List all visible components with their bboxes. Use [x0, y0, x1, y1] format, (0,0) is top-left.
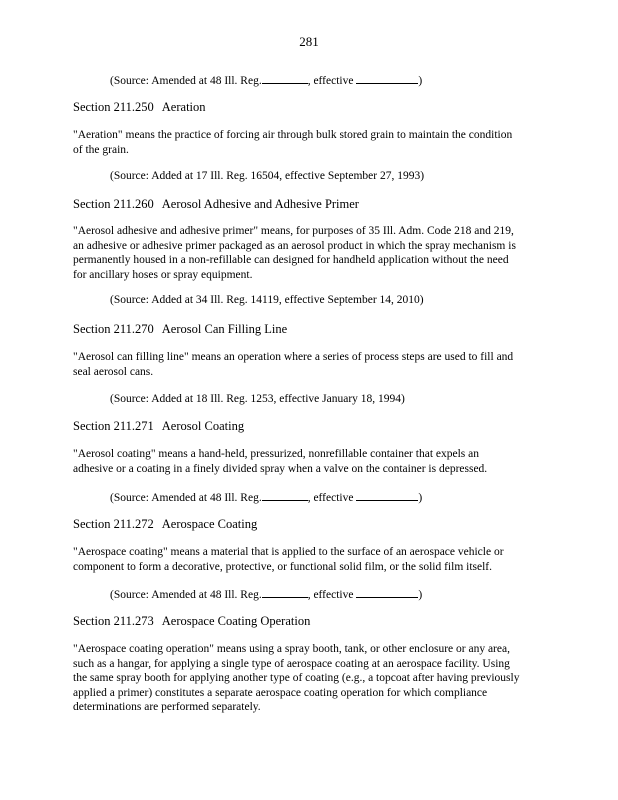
paragraph-line: for ancillary hoses or spray equipment. — [73, 268, 253, 281]
paragraph-line: "Aerosol can filling line" means an operation where a series of process steps are used to fill and — [73, 351, 514, 363]
definition-paragraph — [73, 447, 553, 476]
section-number: Section 211.271 — [73, 419, 154, 433]
paragraph-line: such as a hangar, for applying a single type of aerospace coating at an aerospace facility. Using — [73, 657, 510, 670]
paragraph-line: "Aerospace coating operation" means using a spray booth, tank, or other enclosure or any area, — [73, 643, 510, 655]
section-title: Aerosol Adhesive and Adhesive Primer — [161, 197, 359, 211]
section-heading-211-271 — [73, 419, 244, 434]
page-number: 281 — [299, 34, 319, 49]
source-note-amended — [110, 490, 422, 504]
paragraph-line: component to form a decorative, protective, or functional solid film, or the solid film itself. — [73, 560, 493, 573]
definition-paragraph — [73, 350, 553, 379]
source-text: , effective — [307, 75, 357, 87]
section-number: Section 211.260 — [73, 197, 154, 211]
definition-paragraph — [73, 545, 553, 574]
section-heading-211-272 — [73, 517, 257, 532]
blank-line — [262, 490, 308, 501]
section-heading-211-260 — [73, 197, 359, 212]
section-title: Aerosol Can Filling Line — [161, 322, 288, 336]
blank-line — [262, 587, 308, 598]
paragraph-line: "Aerosol coating" means a hand-held, pressurized, nonrefillable container that expels an — [73, 448, 479, 460]
section-title: Aeration — [161, 100, 206, 114]
paragraph-line: "Aerospace coating" means a material that is applied to the surface of an aerospace vehicle or — [73, 546, 504, 558]
source-text: , effective — [307, 589, 357, 601]
source-note: (Source: Added at 17 Ill. Reg. 16504, effective September 27, 1993) — [110, 170, 425, 182]
section-heading-211-250 — [73, 100, 206, 115]
paragraph-line: an adhesive or adhesive primer packaged as an aerosol product in which the spray mechanism is — [73, 239, 516, 252]
paragraph-line: of the grain. — [73, 143, 129, 156]
source-text: ) — [418, 492, 423, 504]
paragraph-line: permanently housed in a non-refillable can designed for handheld application without the need — [73, 254, 509, 266]
source-text: ) — [418, 589, 423, 601]
paragraph-line: adhesive or a coating in a finely divided spray when a valve on the container is depressed. — [73, 462, 488, 475]
blank-line — [356, 587, 418, 598]
section-heading-211-273 — [73, 614, 310, 629]
section-number: Section 211.273 — [73, 614, 154, 628]
blank-line — [356, 73, 418, 84]
blank-line — [356, 490, 418, 501]
source-text: (Source: Amended at 48 Ill. Reg. — [110, 75, 262, 87]
section-number: Section 211.270 — [73, 322, 154, 336]
source-note-amended — [110, 73, 422, 87]
section-title: Aerospace Coating Operation — [161, 614, 311, 628]
source-text: , effective — [307, 492, 357, 504]
section-title: Aerospace Coating — [161, 517, 258, 531]
source-note: (Source: Added at 18 Ill. Reg. 1253, effective January 18, 1994) — [110, 393, 405, 405]
paragraph-line: "Aerosol adhesive and adhesive primer" means, for purposes of 35 Ill. Adm. Code 218 and 219, — [73, 225, 514, 237]
paragraph-line: the same spray booth for applying another type of coating (e.g., a topcoat after having previously — [73, 672, 520, 684]
paragraph-line: determinations are performed separately. — [73, 701, 261, 713]
source-text: (Source: Amended at 48 Ill. Reg. — [110, 589, 262, 601]
blank-line — [262, 73, 308, 84]
source-text: ) — [418, 75, 423, 87]
paragraph-line: applied a primer) constitutes a separate aerospace coating operation for which compliance — [73, 686, 488, 699]
paragraph-line: "Aeration" means the practice of forcing air through bulk stored grain to maintain the condition — [73, 129, 513, 141]
paragraph-line: seal aerosol cans. — [73, 365, 154, 378]
section-heading-211-270 — [73, 322, 287, 337]
definition-paragraph — [73, 128, 553, 157]
section-number: Section 211.272 — [73, 517, 154, 531]
definition-paragraph — [73, 224, 553, 282]
definition-paragraph — [73, 642, 553, 715]
source-note: (Source: Added at 34 Ill. Reg. 14119, effective September 14, 2010) — [110, 294, 424, 306]
source-text: (Source: Amended at 48 Ill. Reg. — [110, 492, 262, 504]
section-number: Section 211.250 — [73, 100, 154, 114]
source-note-amended — [110, 587, 422, 601]
section-title: Aerosol Coating — [161, 419, 245, 433]
